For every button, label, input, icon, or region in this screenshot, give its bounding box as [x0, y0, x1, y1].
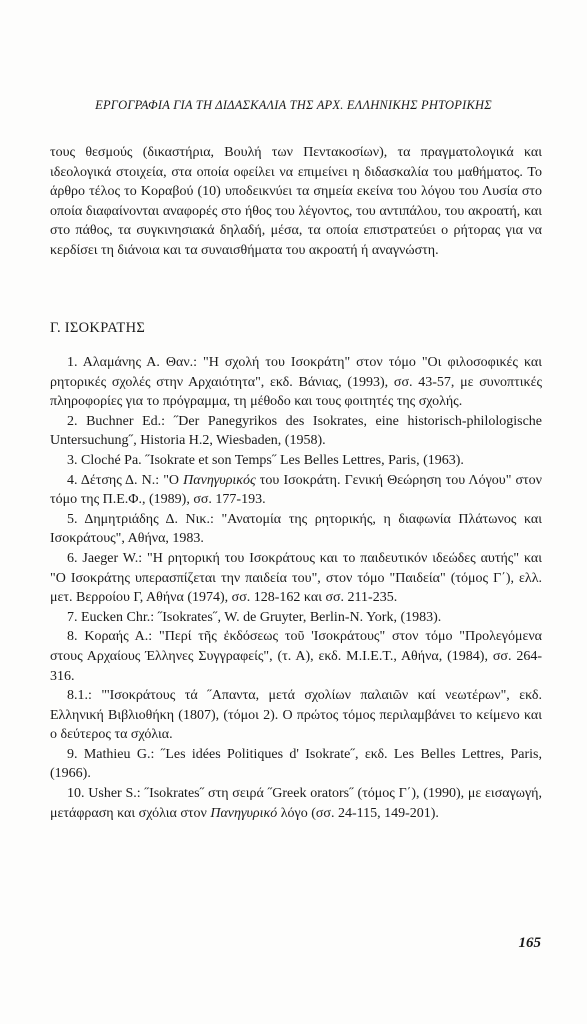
reference-item: 5. Δημητριάδης Δ. Νικ.: "Ανατομία της ρητορικής, η διαφωνία Πλάτωνος και Ισοκράτους", Αθήνα, 1983.: [50, 511, 542, 547]
page-number: 165: [518, 935, 541, 951]
reference-italic-title: Πανηγυρικό: [210, 805, 278, 821]
reference-item: 8. Κοραής Α.: "Περί τῆς ἐκδόσεως τοῦ 'Ισοκράτους" στον τόμο "Προλεγόμενα στους Αρχαίους Έλληνες Συγγραφείς", (τ. Α), εκδ. Μ.Ι.Ε.Τ., Αθήνα, (1984), σσ. 264-316.: [50, 629, 542, 684]
running-head: ΕΡΓΟΓΡΑΦΙΑ ΓΙΑ ΤΗ ΔΙΔΑΣΚΑΛΙΑ ΤΗΣ ΑΡΧ. ΕΛΛΗΝΙΚΗΣ ΡΗΤΟΡΙΚΗΣ: [95, 98, 492, 112]
reference-item: 3. Cloché Pa. ˝Isokrate et son Temps˝ Les Belles Lettres, Paris, (1963).: [67, 452, 464, 468]
reference-item: 8.1.: "'Ισοκράτους τά ˝Απαντα, μετά σχολίων παλαιῶν καί νεωτέρων", εκδ. Ελληνική Βιβλιοθήκη (1807), (τόμοι 2). Ο πρώτος τόμος περιλαμβάνει το κείμενο και ο δεύτερος τα σχόλια.: [50, 688, 542, 743]
intro-paragraph-block: [50, 143, 542, 261]
reference-text: 10. Usher S.: ˝Isokrates˝ στη σειρά ˝Greek orators˝ (τόμος Γ΄), (1990), με εισαγωγή, μετάφραση και σχόλια στον: [50, 786, 542, 821]
reference-item: 7. Eucken Chr.: ˝Isokrates˝, W. de Gruyter, Berlin-N. York, (1983).: [67, 609, 442, 625]
reference-item: 6. Jaeger W.: "Η ρητορική του Ισοκράτους και το παιδευτικόν ιδεώδες αυτής" και "Ο Ισοκράτης υπερασπίζεται την παιδεία του", στον τόμο "Παιδεία" (τόμος Γ΄), ελλ. μετ. Βερροίου Γ, Αθήνα (1974), σσ. 128-162 και σσ. 211-235.: [50, 550, 542, 606]
reference-list: [50, 353, 542, 823]
reference-item: 2. Buchner Ed.: ˝Der Panegyrikos des Isokrates, eine historisch-philologische Untersuchung˝, Historia H.2, Wiesbaden, (1958).: [50, 413, 542, 449]
intro-paragraph: τους θεσμούς (δικαστήρια, Βουλή των Πεντακοσίων), τα πραγματολογικά και ιδεολογικά στοιχεία, στα οποία οφείλει να επιμείνει η διδασκαλία του μαθήματος. Το άρθρο τέλος το Κοραβού (10) υποδεικνύει τα σημεία εκείνα του λόγου του Λυσία στο οποία διαφαίνονται αναφορές στο ήθος του λέγοντος, του αντιπάλου, του ακροατή, και στο πάθος, τα συγκινησιακά δηλαδή, μέσα, τα οποία επιστρατεύει ο ρήτορας για να κερδίσει τη διάνοια και τα συναισθήματα του ακροατή ή αναγνώστη.: [50, 145, 542, 258]
reference-item: 1. Αλαμάνης Α. Θαν.: "Η σχολή του Ισοκράτη" στον τόμο "Οι φιλοσοφικές και ρητορικές σχολές στην Αρχαιότητα", εκδ. Βάνιας, (1993), σσ. 43-57, με συνοπτικές πληροφορίες για το πρόγραμμα, τη μέθοδο και τους φοιτητές της σχολής.: [50, 355, 542, 410]
reference-text: 4. Δέτσης Δ. Ν.: "Ο: [67, 472, 184, 488]
section-heading: Γ. ΙΣΟΚΡΑΤΗΣ: [50, 320, 146, 336]
reference-text: λόγο (σσ. 24-115, 149-201).: [277, 805, 439, 821]
reference-item: [50, 784, 542, 823]
reference-text: του Ισοκράτη. Γενική Θεώρηση του Λόγου" στον τόμο της Π.Ε.Φ., (1989), σσ. 177-193.: [50, 472, 543, 508]
reference-italic-title: Πανηγυρικός: [183, 472, 256, 488]
reference-item: [50, 471, 542, 510]
reference-item: 9. Mathieu G.: ˝Les idées Politiques d' Isokrate˝, εκδ. Les Belles Lettres, Paris, (1966).: [50, 746, 542, 782]
